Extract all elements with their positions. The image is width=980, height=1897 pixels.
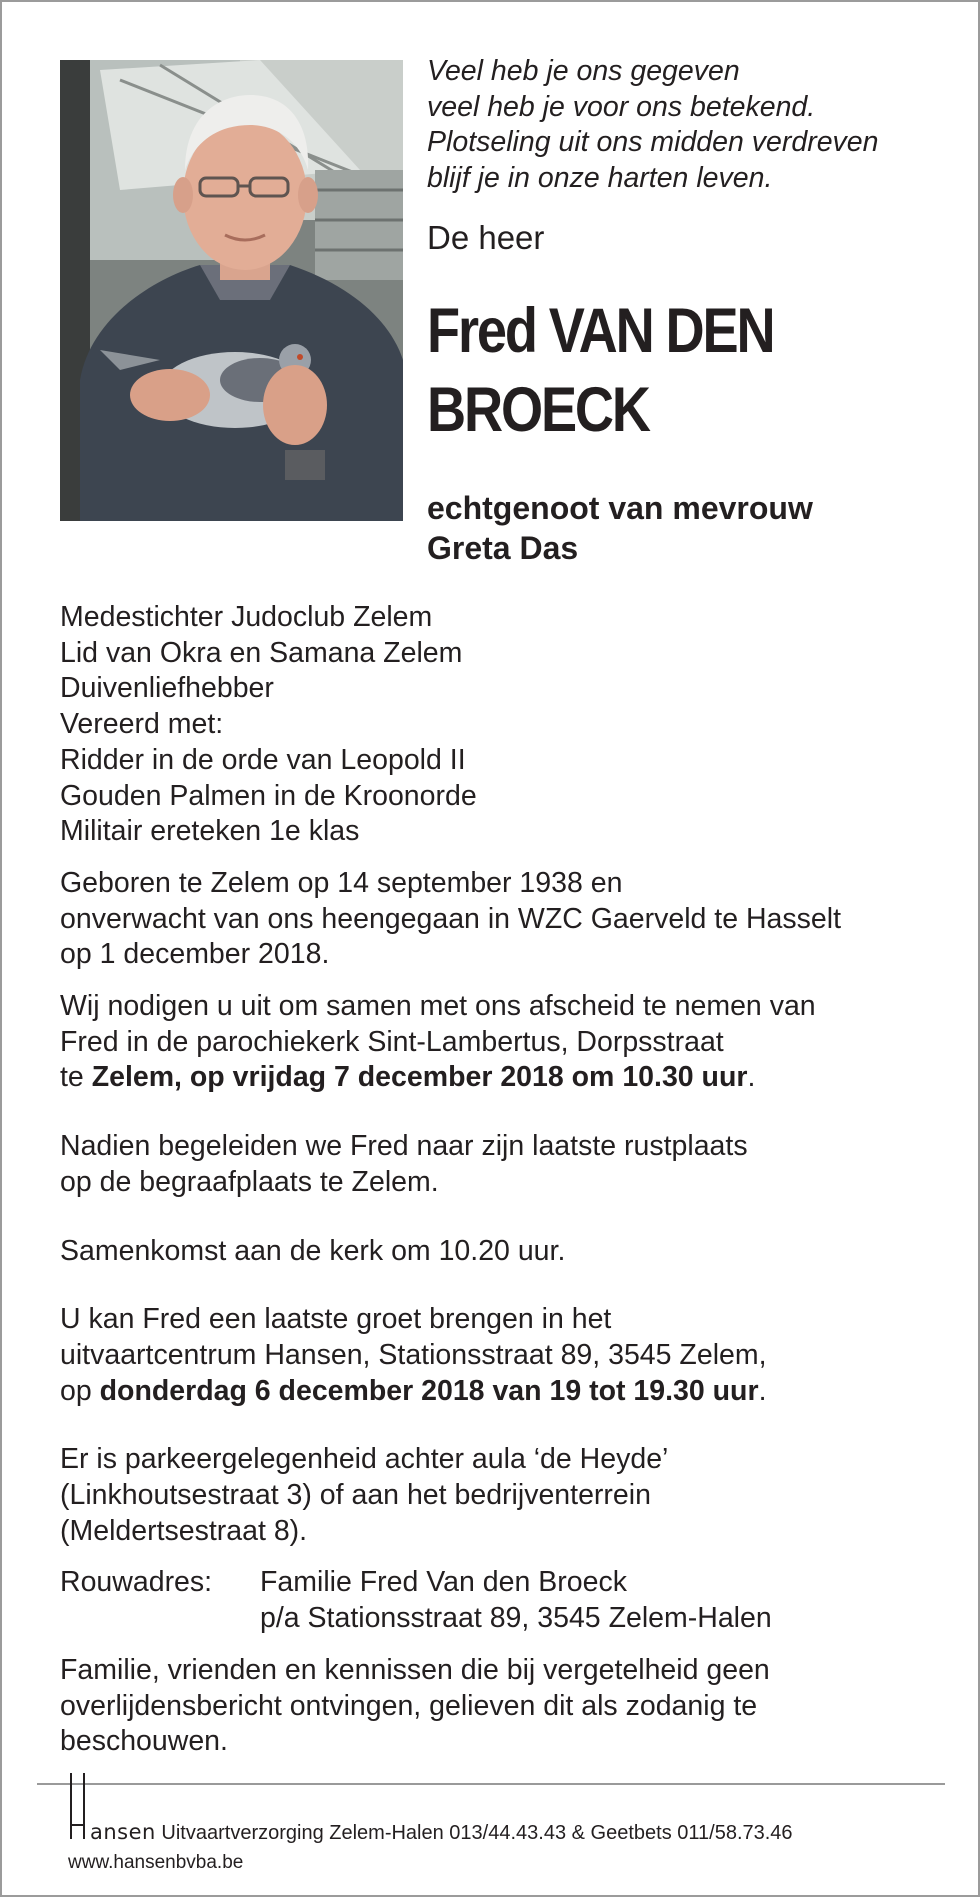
- paragraph-line: [60, 1060, 950, 1096]
- paragraph-line: (Linkhoutsestraat 3) of aan het bedrijventerrein: [60, 1479, 651, 1512]
- visitation-date: donderdag 6 december 2018 van 19 tot 19.30 uur: [99, 1374, 759, 1407]
- paragraph-line: overlijdensbericht ontvingen, gelieven dit als zodanig te: [60, 1689, 758, 1722]
- paragraph-line: Er is parkeergelegenheid achter aula ‘de Heyde’: [60, 1443, 669, 1476]
- parking-paragraph: [60, 1442, 950, 1549]
- spouse-line: Greta Das: [427, 530, 579, 566]
- poem-line: blijf je in onze harten leven.: [427, 161, 773, 194]
- affiliations: [60, 600, 950, 850]
- poem: [427, 54, 947, 196]
- address-line: p/a Stationsstraat 89, 3545 Zelem-Halen: [260, 1602, 772, 1635]
- text-span: op: [60, 1374, 100, 1407]
- paragraph-line: Geboren te Zelem op 14 september 1938 en: [60, 866, 623, 899]
- text-span: .: [747, 1061, 756, 1094]
- paragraph-line: uitvaartcentrum Hansen, Stationsstraat 89, 3545 Zelem,: [60, 1338, 767, 1371]
- gathering-paragraph: Samenkomst aan de kerk om 10.20 uur.: [60, 1234, 566, 1267]
- closing-paragraph: [60, 1653, 950, 1760]
- deceased-name: [427, 292, 883, 450]
- invitation-paragraph: [60, 989, 950, 1096]
- text-span: te: [60, 1061, 92, 1094]
- deceased-name-line: Fred VAN DEN: [427, 296, 774, 366]
- address-label: Rouwadres:: [60, 1566, 213, 1599]
- website-link[interactable]: www.hansenbvba.be: [68, 1852, 244, 1873]
- text-span: .: [758, 1374, 767, 1407]
- footer-divider: [37, 1783, 945, 1785]
- deceased-name-line: BROECK: [427, 375, 649, 445]
- paragraph-line: beschouwen.: [60, 1725, 228, 1758]
- footer-contact: [90, 1820, 793, 1845]
- contact-info: Uitvaartverzorging Zelem-Halen 013/44.43.43 & Geetbets 011/58.73.46: [161, 1822, 793, 1844]
- paragraph-line: op 1 december 2018.: [60, 938, 330, 971]
- spouse-info: [427, 488, 957, 568]
- affiliation-line: Vereerd met:: [60, 708, 224, 741]
- burial-paragraph: [60, 1129, 950, 1200]
- paragraph-line: [60, 1374, 950, 1410]
- hansen-logo-icon: [68, 1771, 88, 1841]
- visitation-paragraph: [60, 1302, 950, 1409]
- paragraph-line: onverwacht van ons heengegaan in WZC Gaerveld te Hasselt: [60, 902, 842, 935]
- poem-line: veel heb je voor ons betekend.: [427, 90, 816, 123]
- affiliation-line: Militair ereteken 1e klas: [60, 815, 360, 848]
- affiliation-line: Lid van Okra en Samana Zelem: [60, 636, 463, 669]
- affiliation-line: Duivenliefhebber: [60, 672, 274, 705]
- paragraph-line: U kan Fred een laatste groet brengen in het: [60, 1303, 612, 1336]
- paragraph-line: Nadien begeleiden we Fred naar zijn laatste rustplaats: [60, 1130, 748, 1163]
- brand-name: ansen: [90, 1820, 156, 1844]
- notice-body: [60, 600, 950, 1760]
- portrait-photo: [60, 60, 403, 521]
- mourning-address: [60, 1565, 950, 1636]
- affiliation-line: Gouden Palmen in de Kroonorde: [60, 779, 477, 812]
- paragraph-line: Familie, vrienden en kennissen die bij vergetelheid geen: [60, 1653, 770, 1686]
- paragraph-line: Wij nodigen u uit om samen met ons afscheid te nemen van: [60, 990, 816, 1023]
- birth-death-paragraph: [60, 866, 950, 973]
- affiliation-line: Medestichter Judoclub Zelem: [60, 601, 433, 633]
- poem-line: Plotseling uit ons midden verdreven: [427, 126, 879, 158]
- paragraph-line: Fred in de parochiekerk Sint-Lambertus, Dorpsstraat: [60, 1025, 724, 1058]
- paragraph-line: op de begraafplaats te Zelem.: [60, 1165, 439, 1198]
- affiliation-line: Ridder in de orde van Leopold II: [60, 743, 466, 776]
- portrait-photo-icon: [60, 60, 403, 521]
- spouse-line: echtgenoot van mevrouw: [427, 490, 813, 526]
- paragraph-line: (Meldertsestraat 8).: [60, 1514, 308, 1547]
- funeral-date: Zelem, op vrijdag 7 december 2018 om 10.30 uur: [91, 1061, 748, 1094]
- honorific: De heer: [427, 219, 545, 256]
- poem-line: Veel heb je ons gegeven: [427, 55, 740, 87]
- address-line: Familie Fred Van den Broeck: [260, 1566, 627, 1599]
